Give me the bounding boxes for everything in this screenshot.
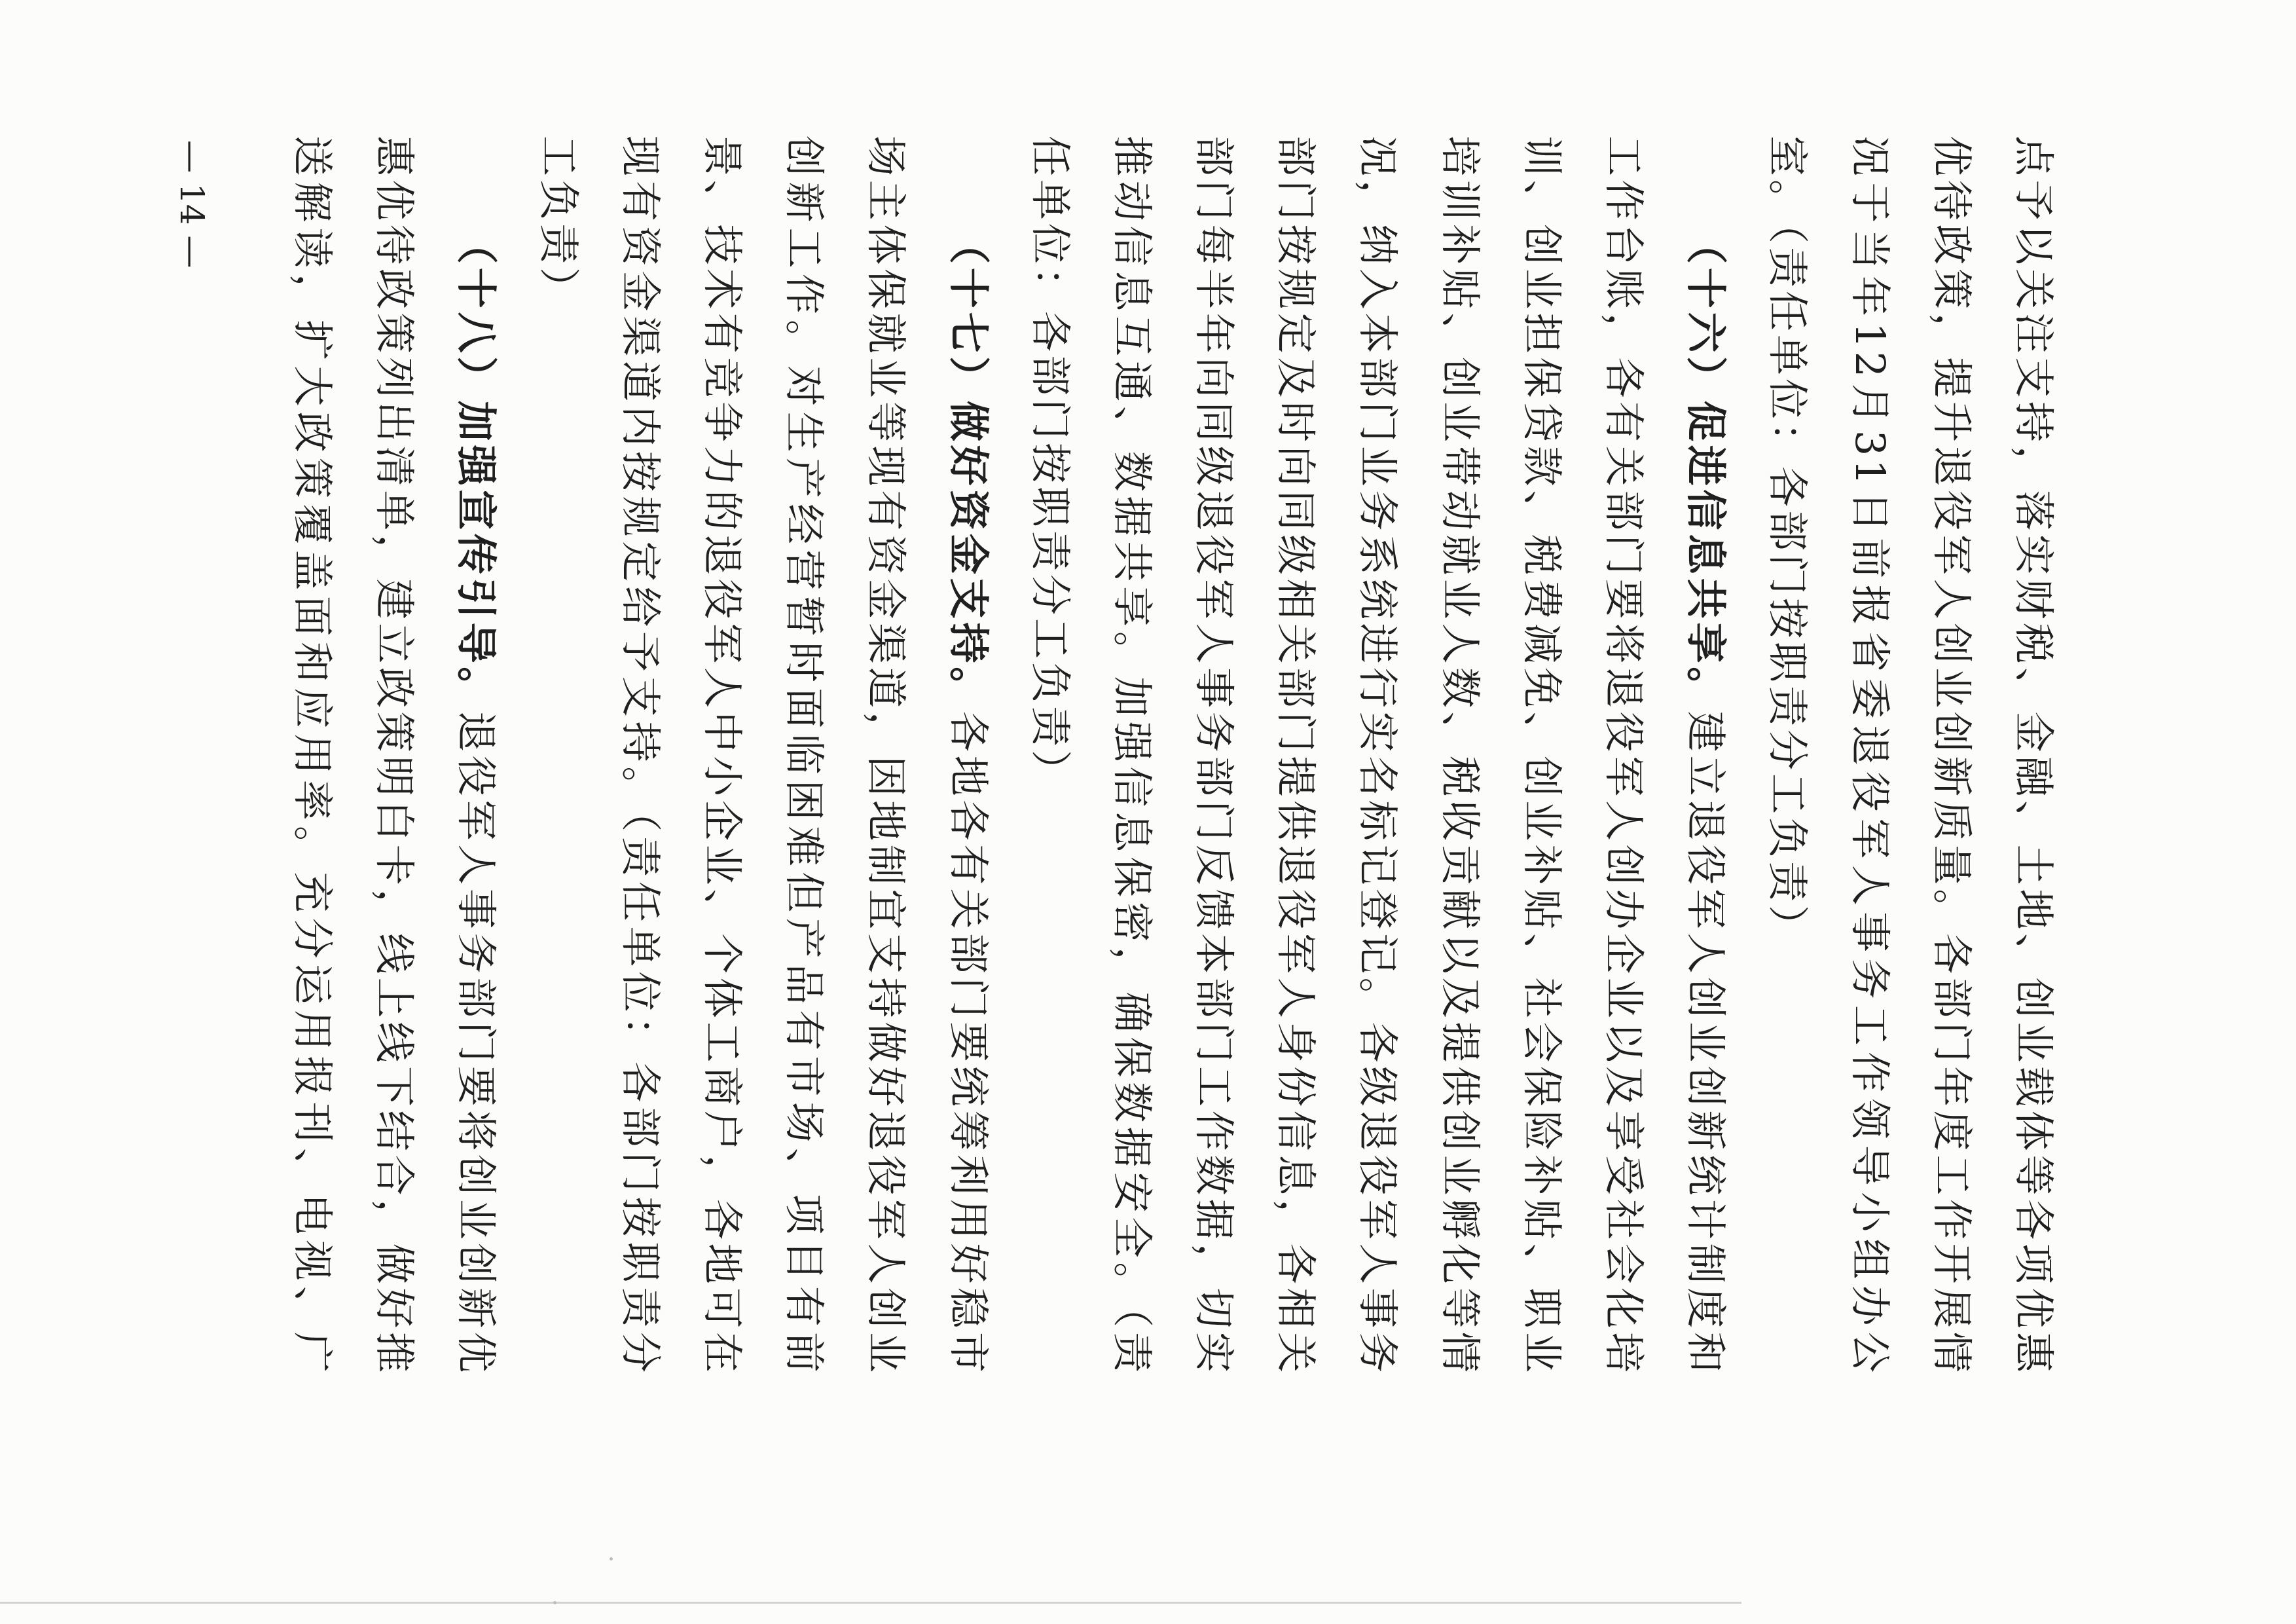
text-line: 工作台账，各有关部门要将退役军人创办企业以及享受社会化培 bbox=[1600, 136, 1649, 1376]
text-line-content: 建立退役军人创业创新统计制度和 bbox=[1682, 710, 1730, 1376]
text-line bbox=[435, 136, 517, 1376]
text-line: 训、创业担保贷款、税费减免、创业补贴、社会保险补贴、职业 bbox=[1518, 136, 1566, 1376]
text-line: 推动信息互通、数据共享。加强信息保密，确保数据安全。（责 bbox=[1108, 136, 1156, 1376]
scan-speck bbox=[610, 1557, 613, 1560]
text-line: 优待政策，提升退役军人创业创新质量。各部门年度工作开展情 bbox=[1927, 136, 1976, 1376]
text-line bbox=[1665, 136, 1747, 1376]
text-line: 场主体保就业等现有资金渠道，因地制宜支持做好退役军人创业 bbox=[862, 136, 911, 1376]
text-line: 培训补贴、创业带动就业人数、税收贡献以及提供创业孵化等情 bbox=[1436, 136, 1484, 1376]
text-line: 况于当年12月31日前报省委退役军人事务工作领导小组办公 bbox=[1846, 136, 1894, 1376]
section-heading: （十六）促进信息共享。 bbox=[1682, 223, 1730, 711]
paragraph bbox=[517, 136, 1009, 1376]
text-line: 部门每半年向同级退役军人事务部门反馈本部门工作数据，切实 bbox=[1190, 136, 1239, 1376]
paragraph bbox=[1010, 136, 1747, 1376]
text-line bbox=[927, 136, 1009, 1376]
section-heading: （十八）加强宣传引导。 bbox=[452, 223, 501, 711]
text-line: 部门按规定及时向同级相关部门提供退役军人身份信息，各相关 bbox=[1272, 136, 1321, 1376]
paragraph bbox=[272, 136, 518, 1376]
text-line: 惠优待政策列出清单，建立政策明白卡，线上线下结合，做好推 bbox=[371, 136, 419, 1376]
text-line: 任单位：各部门按职责分工负责） bbox=[1026, 136, 1074, 794]
text-line: 室。（责任单位：各部门按职责分工负责） bbox=[1764, 136, 1812, 950]
text-line: 况，纳入本部门业务系统进行实名标记登记。各级退役军人事务 bbox=[1354, 136, 1402, 1376]
paragraph bbox=[1747, 136, 2075, 1376]
scan-speck bbox=[553, 1601, 556, 1604]
text-line: 点予以关注支持，落实财税、金融、土地、创业载体等各项优惠 bbox=[2010, 136, 2058, 1376]
text-line-content: 退役军人事务部门要将创业创新优 bbox=[452, 710, 501, 1376]
text-line: 送解读，扩大政策覆盖面和应用率。充分运用报刊、电视、广 bbox=[289, 136, 337, 1376]
body-text bbox=[272, 136, 2075, 1376]
page-number: — 14 — bbox=[173, 140, 211, 268]
text-line-content: 各地各有关部门要统筹利用好稳市 bbox=[944, 710, 993, 1376]
scan-artifact-line bbox=[0, 1602, 1741, 1604]
text-line: 现有资金渠道内按规定给予支持。（责任单位：各部门按职责分 bbox=[616, 136, 665, 1376]
text-line: 工负责） bbox=[534, 136, 583, 312]
text-line: 创新工作。对生产经营暂时面临困难但产品有市场、项目有前 bbox=[780, 136, 829, 1376]
section-heading: （十七）做好资金支持。 bbox=[944, 223, 993, 711]
text-line: 景、技术有竞争力的退役军人中小企业、个体工商户，各地可在 bbox=[699, 136, 746, 1376]
